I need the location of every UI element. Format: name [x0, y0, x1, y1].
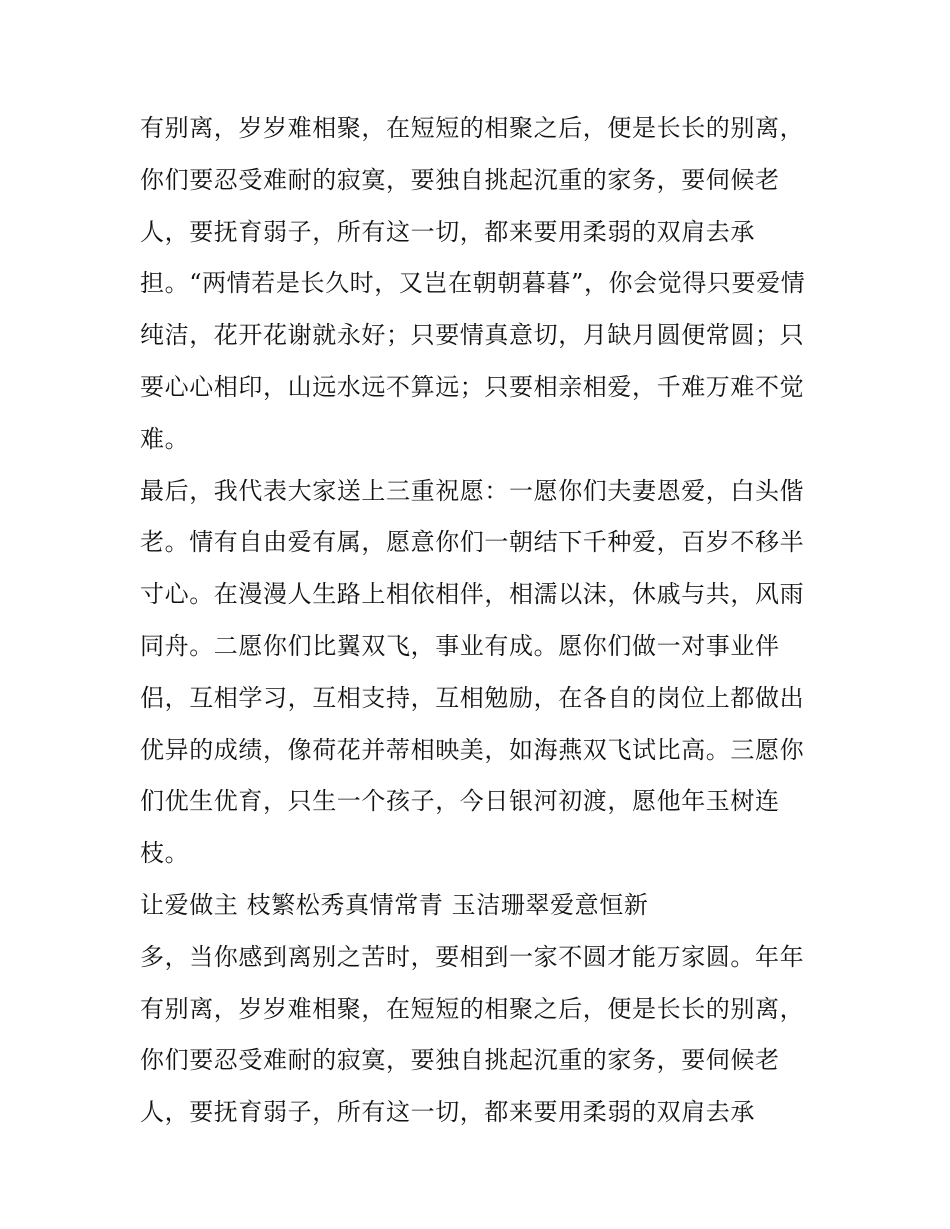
text-line: 有别离，岁岁难相聚，在短短的相聚之后，便是长长的别离，: [140, 994, 805, 1023]
document-body: [140, 103, 820, 1139]
text-line: 侣，互相学习，互相支持，互相勉励，在各自的岗位上都做出: [140, 683, 805, 712]
text-line: 你们要忍受难耐的寂寞，要独自挑起沉重的家务，要伺候老: [140, 1046, 780, 1075]
text-line: 难。: [140, 424, 190, 453]
text-line: 寸心。在漫漫人生路上相依相伴，相濡以沫，休戚与共，风雨: [140, 580, 805, 609]
text-line: 有别离，岁岁难相聚，在短短的相聚之后，便是长长的别离，: [140, 114, 805, 142]
text-line: 纯洁，花开花谢就永好；只要情真意切，月缺月圆便常圆；只: [140, 321, 805, 350]
text-line: 同舟。二愿你们比翼双飞，事业有成。愿你们做一对事业伴: [140, 631, 780, 660]
text-line: 人，要抚育弱子，所有这一切，都来要用柔弱的双肩去承: [140, 217, 755, 246]
text-line: 担。“两情若是长久时，又岂在朝朝暮暮”，你会觉得只要爱情: [140, 269, 806, 298]
text-line: 人，要抚育弱子，所有这一切，都来要用柔弱的双肩去承: [140, 1098, 755, 1127]
section-heading: 让爱做主 枝繁松秀真情常青 玉洁珊翠爱意恒新: [140, 890, 649, 919]
text-line: 枝。: [140, 839, 190, 868]
text-line: 要心心相印，山远水远不算远；只要相亲相爱，千难万难不觉: [140, 372, 805, 401]
text-line: 你们要忍受难耐的寂寞，要独自挑起沉重的家务，要伺候老: [140, 165, 780, 194]
text-line: 多，当你感到离别之苦时，要相到一家不圆才能万家圆。年年: [140, 942, 805, 971]
text-line: 老。情有自由爱有属，愿意你们一朝结下千种爱，百岁不移半: [140, 528, 805, 557]
text-line: 优异的成绩，像荷花并蒂相映美，如海燕双飞试比高。三愿你: [140, 735, 805, 764]
text-line: 最后，我代表大家送上三重祝愿：一愿你们夫妻恩爱，白头偕: [140, 476, 805, 505]
text-line: 们优生优育，只生一个孩子，今日银河初渡，愿他年玉树连: [140, 787, 780, 816]
